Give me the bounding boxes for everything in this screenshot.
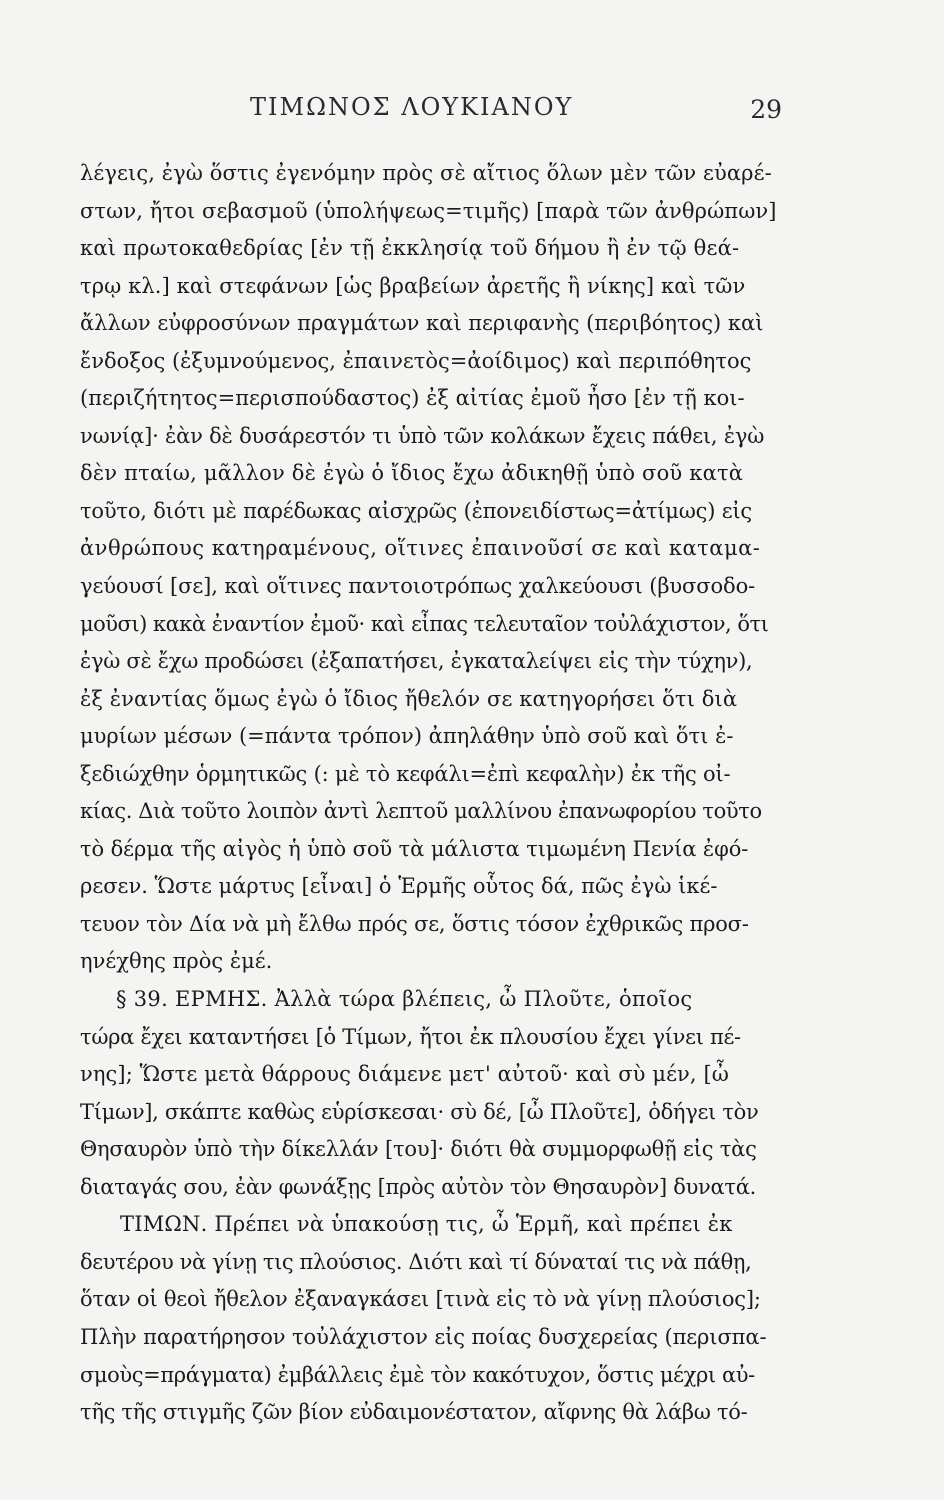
text-line-7: (περιζήτητος=περισπούδαστος) ἐξ αἰτίας ἐμοῦ ἦσο [ἐν τῇ κοι- <box>80 386 745 411</box>
text-line-11: ἀνθρώπους κατηραμένους, οἵτινες ἐπαινοῦσί σε καὶ καταμα- <box>80 536 761 561</box>
page-number: 29 <box>750 95 782 124</box>
text-line-9: δὲν πταίω, μᾶλλον δὲ ἐγὼ ὁ ἴδιος ἔχω ἀδικηθῇ ὑπὸ σοῦ κατὰ <box>80 461 744 486</box>
text-line-8: νωνίᾳ]· ἐὰν δὲ δυσάρεστόν τι ὑπὸ τῶν κολάκων ἔχεις πάθει, ἐγὼ <box>80 423 765 448</box>
text-line-29: ΤΙΜΩΝ. Πρέπει νὰ ὑπακούσῃ τις, ὦ Ἑρμῆ, καὶ πρέπει ἐκ <box>120 1212 733 1237</box>
text-line-13: μοῦσι) κακὰ ἐναντίον ἐμοῦ· καὶ εἶπας τελευταῖον τοὐλάχιστον, ὅτι <box>80 611 769 636</box>
text-line-25: νης]; Ὥστε μετὰ θάρρους διάμενε μετ' αὐτοῦ· καὶ σὺ μέν, [ὦ <box>80 1062 729 1087</box>
text-line-6: ἔνδοξος (ἐξυμνούμενος, ἐπαινετὸς=ἀοίδιμος) καὶ περιπόθητος <box>80 348 752 373</box>
text-line-18: κίας. Διὰ τοῦτο λοιπὸν ἀντὶ λεπτοῦ μαλλίνου ἐπανωφορίου τοῦτο <box>80 799 762 824</box>
text-line-22: ηνέχθης πρὸς ἐμέ. <box>80 949 273 974</box>
text-line-5: ἄλλων εὐφροσύνων πραγμάτων καὶ περιφανὴς (περιβόητος) καὶ <box>80 311 764 336</box>
text-line-27: Θησαυρὸν ὑπὸ τὴν δίκελλάν [του]· διότι θὰ συμμορφωθῇ εἰς τὰς <box>80 1137 757 1162</box>
text-line-15: ἐξ ἐναντίας ὅμως ἐγὼ ὁ ἴδιος ἤθελόν σε κατηγορήσει ὅτι διὰ <box>80 686 738 711</box>
text-line-2: στων, ἤτοι σεβασμοῦ (ὑπολήψεως=τιμῆς) [παρὰ τῶν ἀνθρώπων] <box>80 198 777 223</box>
text-line-3: καὶ πρωτοκαθεδρίας [ἐν τῇ ἐκκλησίᾳ τοῦ δήμου ἢ ἐν τῷ θεά- <box>80 236 740 261</box>
text-line-16: μυρίων μέσων (=πάντα τρόπον) ἀπηλάθην ὑπὸ σοῦ καὶ ὅτι ἐ- <box>80 724 734 749</box>
text-line-28: διαταγάς σου, ἐὰν φωνάξῃς [πρὸς αὐτὸν τὸν Θησαυρὸν] δυνατά. <box>80 1174 756 1199</box>
text-line-19: τὸ δέρμα τῆς αἰγὸς ἡ ὑπὸ σοῦ τὰ μάλιστα τιμωμένη Πενία ἐφό- <box>80 836 749 861</box>
text-line-12: γεύουσί [σε], καὶ οἵτινες παντοιοτρόπως χαλκεύουσι (βυσσοδο- <box>80 574 756 599</box>
text-line-33: σμοὺς=πράγματα) ἐμβάλλεις ἐμὲ τὸν κακότυχον, ὅστις μέχρι αὐ- <box>80 1362 755 1387</box>
text-line-32: Πλὴν παρατήρησον τοὐλάχιστον εἰς ποίας δυσχερείας (περισπα- <box>80 1324 767 1349</box>
text-line-26: Τίμων], σκάπτε καθὼς εὑρίσκεσαι· σὺ δέ, [ὦ Πλοῦτε], ὁδήγει τὸν <box>80 1099 759 1124</box>
text-line-10: τοῦτο, διότι μὲ παρέδωκας αἰσχρῶς (ἐπονειδίστως=ἀτίμως) εἰς <box>80 498 752 523</box>
body-text <box>80 155 825 1432</box>
text-line-21: τευον τὸν Δία νὰ μὴ ἔλθω πρός σε, ὅστις τόσον ἐχθρικῶς προσ- <box>80 911 749 936</box>
running-head <box>80 93 780 133</box>
text-line-30: δευτέρου νὰ γίνῃ τις πλούσιος. Διότι καὶ τί δύναταί τις νὰ πάθῃ, <box>80 1249 752 1274</box>
text-line-34: τῆς τῆς στιγμῆς ζῶν βίον εὐδαιμονέστατον, αἴφνης θὰ λάβω τό- <box>80 1400 748 1425</box>
text-line-23: § 39. ΕΡΜΗΣ. Ἀλλὰ τώρα βλέπεις, ὦ Πλοῦτε, ὁποῖος <box>116 987 693 1012</box>
text-line-17: ξεδιώχθην ὁρμητικῶς (: μὲ τὸ κεφάλι=ἐπὶ κεφαλὴν) ἐκ τῆς οἰ- <box>80 761 731 786</box>
text-line-1: λέγεις, ἐγὼ ὅστις ἐγενόμην πρὸς σὲ αἴτιος ὅλων μὲν τῶν εὐαρέ- <box>80 161 772 185</box>
text-line-24: τώρα ἔχει καταντήσει [ὁ Τίμων, ἤτοι ἐκ πλουσίου ἔχει γίνει πέ- <box>80 1024 741 1049</box>
text-line-20: ρεσεν. Ὥστε μάρτυς [εἶναι] ὁ Ἑρμῆς οὗτος δά, πῶς ἐγὼ ἱκέ- <box>80 874 718 899</box>
text-line-14: ἐγὼ σὲ ἔχω προδώσει (ἐξαπατήσει, ἐγκαταλείψει εἰς τὴν τύχην), <box>80 649 753 674</box>
text-line-31: ὅταν οἱ θεοὶ ἤθελον ἐξαναγκάσει [τινὰ εἰς τὸ νὰ γίνῃ πλούσιος]; <box>80 1287 761 1312</box>
text-line-4: τρῳ κλ.] καὶ στεφάνων [ὡς βραβείων ἀρετῆς ἢ νίκης] καὶ τῶν <box>80 273 746 298</box>
running-title: ΤΙΜΩΝΟΣ ΛΟΥΚΙΑΝΟΥ <box>250 93 574 121</box>
